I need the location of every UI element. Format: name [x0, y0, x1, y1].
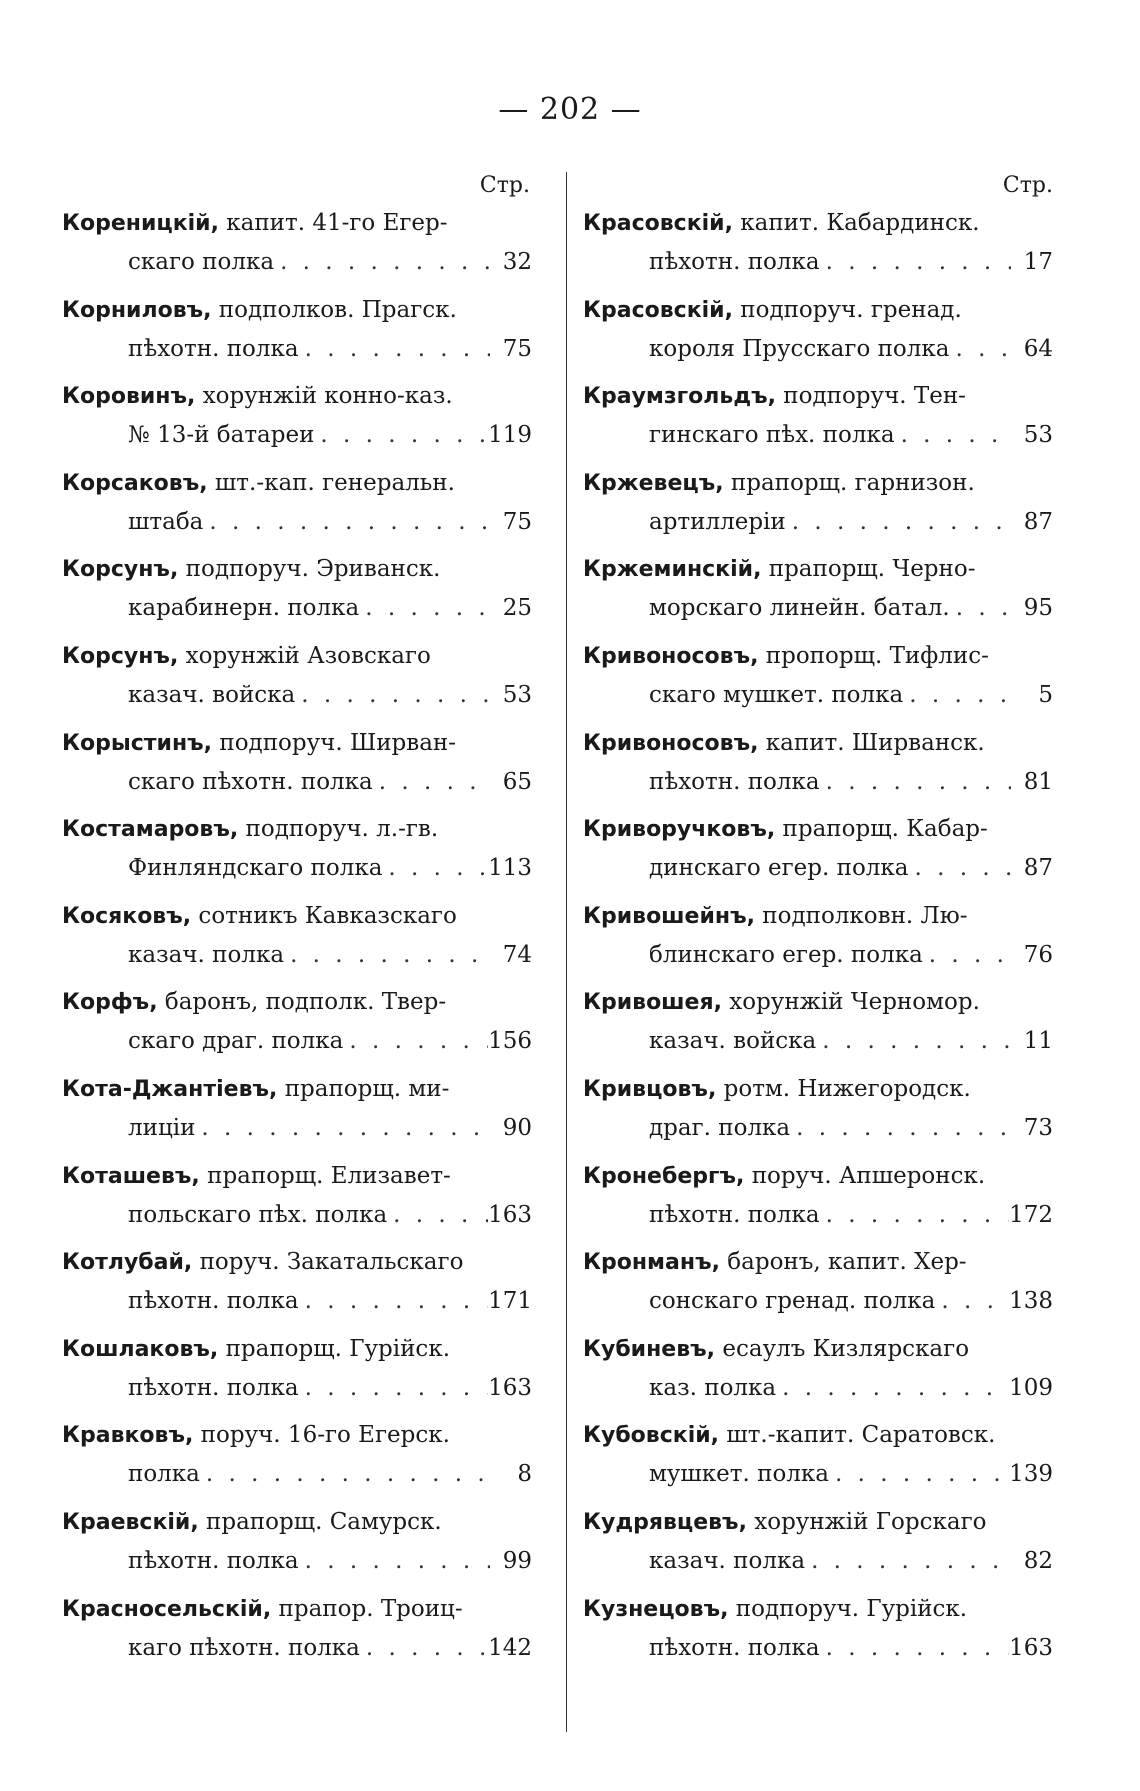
entry-surname: Кота-Джантіевъ,	[62, 1076, 278, 1102]
page-reference: 119	[488, 422, 532, 449]
dot-leader	[923, 936, 1011, 974]
entry-description: хорунжій Азовскаго	[178, 642, 431, 669]
dot-leader	[909, 849, 1012, 887]
entry-second-line	[62, 1196, 532, 1234]
entry-description: прапорщ. Черно-	[761, 556, 976, 583]
entry-surname: Красовскій,	[583, 297, 733, 323]
entry-second-line	[62, 243, 532, 281]
index-entry	[62, 550, 532, 637]
entry-first-line	[62, 291, 532, 330]
page-reference: 163	[1009, 1634, 1053, 1661]
page-number: — 202 —	[498, 92, 642, 127]
entry-second-line	[62, 676, 532, 714]
page-reference: 87	[1023, 855, 1053, 882]
index-entry	[583, 1157, 1053, 1244]
dot-leader	[284, 936, 490, 974]
entry-description: сотникъ Кавказскаго	[191, 902, 457, 929]
entry-description-cont: артиллеріи	[649, 508, 786, 535]
dot-leader	[295, 676, 490, 714]
entry-surname: Криворучковъ,	[583, 817, 776, 843]
entry-description-cont: Финляндскаго полка	[128, 855, 383, 882]
entry-description: пропорщ. Тифлис-	[758, 642, 989, 669]
entry-description-cont: пѣхотн. полка	[649, 249, 820, 275]
entry-description: подпоруч. Гурійск.	[728, 1595, 968, 1622]
page-reference: 171	[488, 1288, 532, 1315]
dot-leader	[903, 676, 1011, 714]
index-entry	[583, 1416, 1053, 1503]
entry-second-line	[583, 676, 1053, 714]
dot-leader	[373, 763, 490, 801]
entry-second-line	[583, 1369, 1053, 1407]
index-entry	[62, 464, 532, 551]
dot-leader	[299, 1542, 490, 1580]
dot-leader	[343, 1022, 488, 1060]
entry-surname: Краевскій,	[62, 1509, 199, 1535]
dot-leader	[820, 1629, 1010, 1667]
entry-surname: Красносельскій,	[62, 1596, 272, 1622]
entry-second-line	[62, 1282, 532, 1320]
right-column	[583, 168, 1053, 1676]
entry-surname: Краумзгольдъ,	[583, 384, 776, 410]
entry-surname: Кржевецъ,	[583, 470, 724, 496]
index-entry	[62, 204, 532, 291]
entry-description-cont: динскаго егер. полка	[649, 855, 909, 882]
entry-surname: Кривцовъ,	[583, 1076, 717, 1102]
entry-description: шт.-кап. генеральн.	[207, 469, 455, 496]
page-reference: 163	[488, 1374, 532, 1401]
entry-description-cont: пѣхотн. полка	[649, 768, 820, 795]
entry-surname: Кржеминскій,	[583, 557, 762, 583]
entry-first-line	[62, 983, 532, 1022]
dot-leader	[359, 589, 490, 627]
dot-leader	[786, 503, 1011, 541]
index-entry	[62, 1157, 532, 1244]
entry-description-cont: каз. полка	[649, 1374, 777, 1401]
entry-first-line	[583, 1590, 1053, 1629]
entry-description-cont: пѣхотн. полка	[128, 1288, 299, 1315]
entry-second-line	[583, 1282, 1053, 1320]
entry-first-line	[583, 1157, 1053, 1196]
page-reference: 156	[488, 1028, 532, 1055]
entry-first-line	[583, 810, 1053, 849]
entry-surname: Кронманъ,	[583, 1250, 720, 1276]
page-reference: 109	[1009, 1374, 1053, 1401]
page-reference: 87	[1023, 508, 1053, 535]
index-entry	[583, 1243, 1053, 1330]
column-header: Стр.	[1002, 173, 1053, 198]
entry-list	[583, 204, 1053, 1676]
entry-description-cont: пѣхотн. полка	[128, 335, 299, 362]
dot-leader	[816, 1022, 1011, 1060]
index-entry	[62, 377, 532, 464]
index-entry	[62, 1330, 532, 1417]
entry-description: прапорщ. Елизавет-	[199, 1162, 451, 1189]
entry-second-line	[62, 1109, 532, 1147]
entry-description-cont: казач. полка	[128, 941, 285, 968]
entry-first-line	[583, 204, 1053, 243]
dot-leader	[274, 243, 490, 281]
entry-first-line	[583, 983, 1053, 1022]
entry-description-cont: скаго полка	[128, 249, 275, 275]
entry-second-line	[62, 330, 532, 368]
page-reference: 25	[502, 595, 532, 622]
dot-leader	[895, 416, 1011, 454]
entry-description: хорунжій Горскаго	[746, 1508, 987, 1535]
index-entry	[583, 1070, 1053, 1157]
entry-description-cont: гинскаго пѣх. полка	[649, 422, 895, 449]
entry-surname: Кузнецовъ,	[583, 1596, 729, 1622]
page-reference: 90	[502, 1114, 532, 1141]
index-entry	[583, 204, 1053, 291]
entry-description: капит. 41-го Егер-	[218, 210, 448, 236]
page-reference: 76	[1023, 941, 1053, 968]
entry-second-line	[62, 849, 532, 887]
entry-description-cont: лиціи	[128, 1114, 196, 1141]
page-reference: 53	[502, 681, 532, 708]
index-entry	[583, 724, 1053, 811]
page-reference: 113	[488, 855, 532, 882]
dot-leader	[790, 1109, 1011, 1147]
dot-leader	[195, 1109, 490, 1147]
dot-leader	[299, 330, 490, 368]
entry-second-line	[583, 1196, 1053, 1234]
entry-first-line	[583, 637, 1053, 676]
entry-surname: Кубиневъ,	[583, 1336, 716, 1362]
entry-second-line	[583, 936, 1053, 974]
entry-description-cont: казач. полка	[649, 1547, 806, 1574]
page-reference: 64	[1023, 335, 1053, 362]
entry-description: есаулъ Кизлярскаго	[715, 1335, 970, 1362]
entry-description: подпоруч. Эриванск.	[178, 556, 441, 583]
entry-first-line	[62, 1243, 532, 1282]
page-reference: 73	[1023, 1114, 1053, 1141]
page-reference: 74	[502, 941, 532, 968]
entry-surname: Котлубай,	[62, 1250, 193, 1276]
dot-leader	[360, 1629, 488, 1667]
entry-description-cont: драг. полка	[649, 1114, 791, 1141]
column-header: Стр.	[479, 173, 530, 198]
entry-description-cont: мушкет. полка	[649, 1461, 830, 1488]
entry-description-cont: полка	[128, 1461, 200, 1488]
entry-surname: Костамаровъ,	[62, 817, 239, 843]
page-reference: 75	[502, 335, 532, 362]
entry-second-line	[583, 1455, 1053, 1493]
entry-surname: Кравковъ,	[62, 1423, 194, 1449]
dot-leader	[314, 416, 488, 454]
entry-second-line	[62, 1455, 532, 1493]
index-entry	[583, 1330, 1053, 1417]
entry-first-line	[62, 1330, 532, 1369]
index-entry	[583, 1503, 1053, 1590]
entry-first-line	[62, 1070, 532, 1109]
index-entry	[62, 1070, 532, 1157]
page-reference: 99	[502, 1547, 532, 1574]
entry-description-cont: карабинерн. полка	[128, 595, 360, 622]
entry-first-line	[583, 550, 1053, 589]
index-entry	[583, 810, 1053, 897]
index-entry	[583, 1590, 1053, 1677]
index-entry	[62, 897, 532, 984]
page-reference: 8	[517, 1461, 532, 1488]
entry-description: капит. Ширванск.	[758, 729, 985, 756]
entry-first-line	[62, 1157, 532, 1196]
entry-description: хорунжій Черномор.	[721, 989, 980, 1016]
entry-description: капит. Кабардинск.	[732, 210, 980, 236]
entry-second-line	[62, 1629, 532, 1667]
entry-description-cont: казач. войска	[128, 681, 296, 708]
dot-leader	[820, 1196, 1010, 1234]
entry-description: прапор. Троиц-	[271, 1595, 463, 1622]
page-reference: 81	[1023, 768, 1053, 795]
entry-surname: Корфъ,	[62, 990, 158, 1016]
index-entry	[583, 637, 1053, 724]
entry-surname: Кронебергъ,	[583, 1163, 745, 1189]
entry-second-line	[62, 416, 532, 454]
entry-first-line	[62, 810, 532, 849]
page-reference: 139	[1009, 1461, 1053, 1488]
entry-description-cont: пѣхотн. полка	[128, 1374, 299, 1401]
entry-surname: Корыстинъ,	[62, 730, 213, 756]
entry-first-line	[62, 897, 532, 936]
page-reference: 53	[1023, 422, 1053, 449]
index-entry	[583, 377, 1053, 464]
page-reference: 138	[1009, 1288, 1053, 1315]
entry-description: подпоруч. Ширван-	[212, 729, 457, 756]
entry-description: баронъ, капит. Хер-	[719, 1249, 967, 1276]
index-entry	[62, 1243, 532, 1330]
dot-leader	[935, 1282, 1009, 1320]
page-reference: 163	[488, 1201, 532, 1228]
entry-description-cont: пѣхотн. полка	[128, 1547, 299, 1574]
page-reference: 5	[1038, 681, 1053, 708]
entry-first-line	[583, 1243, 1053, 1282]
entry-surname: Кривошея,	[583, 990, 722, 1016]
entry-second-line	[583, 849, 1053, 887]
index-entry	[62, 983, 532, 1070]
entry-description: подпоруч. л.-гв.	[238, 816, 439, 843]
entry-description-cont: морскаго линейн. батал.	[649, 595, 950, 622]
index-entry	[62, 1416, 532, 1503]
entry-first-line	[62, 637, 532, 676]
entry-second-line	[583, 1629, 1053, 1667]
dot-leader	[820, 243, 1011, 281]
entry-description: прапорщ. Кабар-	[775, 816, 988, 843]
entry-first-line	[583, 464, 1053, 503]
entry-second-line	[62, 1369, 532, 1407]
entry-list	[62, 204, 532, 1676]
entry-surname: Кореницкій,	[62, 211, 219, 236]
entry-surname: Коташевъ,	[62, 1163, 200, 1189]
dot-leader	[382, 849, 488, 887]
entry-description-cont: штаба	[128, 508, 204, 535]
index-entry	[62, 1590, 532, 1677]
entry-first-line	[62, 1503, 532, 1542]
entry-surname: Кривоносовъ,	[583, 643, 759, 669]
entry-first-line	[62, 550, 532, 589]
entry-surname: Кудрявцевъ,	[583, 1509, 747, 1535]
entry-first-line	[62, 377, 532, 416]
entry-description: прапорщ. Самурск.	[198, 1508, 442, 1535]
entry-description-cont: польскаго пѣх. полка	[128, 1201, 388, 1228]
left-column	[62, 168, 532, 1676]
entry-second-line	[583, 1109, 1053, 1147]
entry-description: поруч. Апшеронск.	[744, 1162, 986, 1189]
entry-first-line	[62, 724, 532, 763]
index-entry	[62, 724, 532, 811]
index-entry	[62, 637, 532, 724]
page-reference: 65	[502, 768, 532, 795]
entry-description: подпоруч. Тен-	[775, 383, 966, 410]
entry-first-line	[62, 1416, 532, 1455]
dot-leader	[950, 589, 1011, 627]
index-entry	[583, 464, 1053, 551]
dot-leader	[820, 763, 1011, 801]
entry-description: хорунжій конно-каз.	[195, 383, 453, 410]
entry-second-line	[583, 503, 1053, 541]
index-entry	[583, 983, 1053, 1070]
entry-description-cont: короля Прусскаго полка	[649, 335, 950, 362]
entry-surname: Кубовскій,	[583, 1423, 720, 1449]
entry-second-line	[583, 1542, 1053, 1580]
entry-first-line	[583, 1416, 1053, 1455]
entry-description-cont: пѣхотн. полка	[649, 1201, 820, 1228]
entry-second-line	[62, 763, 532, 801]
entry-first-line	[583, 1330, 1053, 1369]
dot-leader	[200, 1455, 490, 1493]
entry-second-line	[62, 936, 532, 974]
entry-surname: Косяковъ,	[62, 903, 192, 929]
entry-first-line	[583, 897, 1053, 936]
entry-description-cont: сонскаго гренад. полка	[649, 1288, 936, 1315]
entry-description: прапорщ. Гурійск.	[218, 1335, 450, 1362]
entry-surname: Корсаковъ,	[62, 470, 208, 496]
page-reference: 142	[488, 1634, 532, 1661]
entry-description-cont: скаго пѣхотн. полка	[128, 768, 373, 795]
dot-leader	[829, 1455, 1009, 1493]
entry-description: шт.-капит. Саратовск.	[719, 1422, 996, 1449]
entry-first-line	[62, 1590, 532, 1629]
entry-description-cont: № 13-й батареи	[128, 422, 315, 449]
entry-surname: Коровинъ,	[62, 384, 196, 410]
entry-description: поруч. 16-го Егерск.	[193, 1422, 450, 1449]
dot-leader	[776, 1369, 1009, 1407]
entry-description: баронъ, подполк. Твер-	[157, 989, 447, 1016]
entry-surname: Кривоносовъ,	[583, 730, 759, 756]
entry-second-line	[583, 589, 1053, 627]
entry-description: прапорщ. гарнизон.	[723, 469, 975, 496]
entry-first-line	[583, 724, 1053, 763]
page-reference: 32	[502, 249, 532, 275]
page-reference: 172	[1009, 1201, 1053, 1228]
entry-second-line	[583, 243, 1053, 281]
page-reference: 75	[502, 508, 532, 535]
page-reference: 95	[1023, 595, 1053, 622]
page-reference: 11	[1023, 1028, 1053, 1055]
entry-description-cont: пѣхотн. полка	[649, 1634, 820, 1661]
entry-surname: Кривошейнъ,	[583, 903, 755, 929]
entry-surname: Кошлаковъ,	[62, 1336, 219, 1362]
index-entry	[583, 550, 1053, 637]
entry-first-line	[583, 291, 1053, 330]
entry-second-line	[62, 503, 532, 541]
dot-leader	[299, 1369, 489, 1407]
entry-second-line	[62, 1542, 532, 1580]
entry-surname: Корниловъ,	[62, 297, 212, 323]
entry-description: поруч. Закатальскаго	[192, 1249, 464, 1276]
page-reference: 17	[1023, 249, 1053, 275]
entry-surname: Корсунъ,	[62, 643, 179, 669]
entry-first-line	[62, 464, 532, 503]
entry-first-line	[62, 204, 532, 243]
entry-first-line	[583, 377, 1053, 416]
entry-surname: Красовскій,	[583, 211, 733, 236]
column-divider	[566, 172, 567, 1732]
entry-description-cont: скаго драг. полка	[128, 1028, 344, 1055]
index-entry	[583, 291, 1053, 378]
entry-description-cont: блинскаго егер. полка	[649, 941, 923, 968]
entry-second-line	[583, 416, 1053, 454]
entry-second-line	[62, 1022, 532, 1060]
entry-second-line	[583, 1022, 1053, 1060]
entry-second-line	[583, 763, 1053, 801]
entry-description: прапорщ. ми-	[277, 1075, 450, 1102]
entry-description: подпоруч. гренад.	[732, 296, 962, 323]
dot-leader	[387, 1196, 488, 1234]
dot-leader	[949, 330, 1011, 368]
entry-second-line	[583, 330, 1053, 368]
entry-second-line	[62, 589, 532, 627]
dot-leader	[299, 1282, 489, 1320]
index-entry	[583, 897, 1053, 984]
entry-first-line	[583, 1070, 1053, 1109]
entry-surname: Корсунъ,	[62, 557, 179, 583]
dot-leader	[203, 503, 490, 541]
entry-description-cont: скаго мушкет. полка	[649, 681, 904, 708]
dot-leader	[805, 1542, 1011, 1580]
entry-description: подполков. Прагск.	[211, 296, 457, 323]
entry-description: ротм. Нижегородск.	[716, 1075, 971, 1102]
index-entry	[62, 291, 532, 378]
index-entry	[62, 810, 532, 897]
entry-description: подполковн. Лю-	[754, 902, 968, 929]
page-reference: 82	[1023, 1547, 1053, 1574]
entry-description-cont: каго пѣхотн. полка	[128, 1634, 360, 1661]
index-entry	[62, 1503, 532, 1590]
entry-description-cont: казач. войска	[649, 1028, 817, 1055]
entry-first-line	[583, 1503, 1053, 1542]
